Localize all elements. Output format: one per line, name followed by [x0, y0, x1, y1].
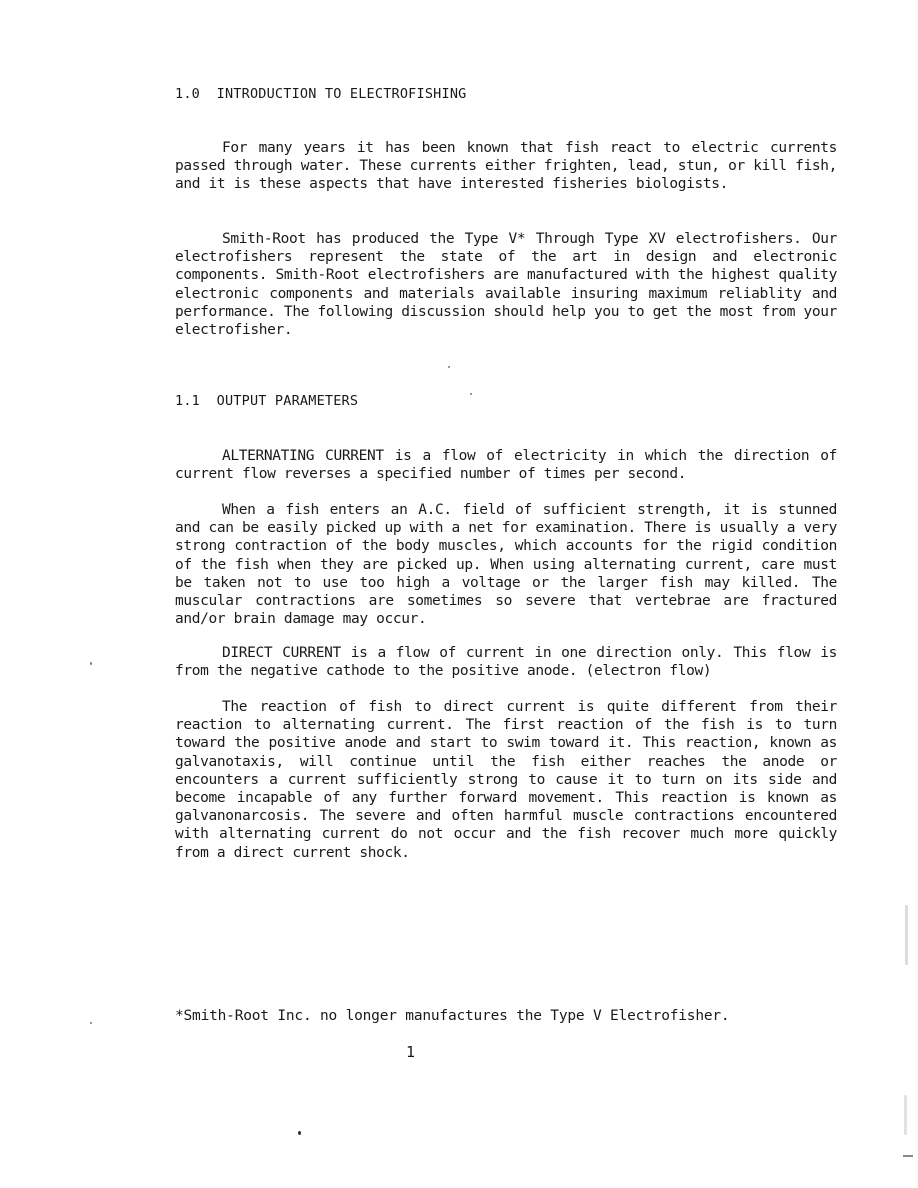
scan-speck [448, 366, 450, 368]
scan-speck [90, 662, 92, 665]
scan-edge-mark [904, 1095, 907, 1135]
intro-paragraph-1: For many years it has been known that fish react to electric currents passed through water. These currents either frighten, lead, stun, or kill fish, and it is these aspects that have interested fisheries biologists. [175, 140, 837, 193]
scan-edge-mark [905, 905, 908, 965]
output-paragraph-alternating-current: ALTERNATING CURRENT is a flow of electricity in which the direction of current flow reverses a specified number of times per second. [175, 448, 837, 483]
output-paragraph-dc-effects: The reaction of fish to direct current is quite different from their reaction to alternating current. The first reaction of the fish is to turn toward the positive anode and start to swim toward it. This reaction, known as galvanotaxis, will continue until the fish either reaches the anode or encounters a current sufficiently strong to cause it to turn on its side and become incapable of any further forward movement. This reaction is known as galvanonarcosis. The severe and often harmful muscle contractions encountered with alternating current do not occur and the fish recover much more quickly from a direct current shock. [175, 699, 837, 861]
scan-speck [470, 393, 472, 395]
scan-speck [90, 1022, 92, 1024]
output-paragraph-ac-effects: When a fish enters an A.C. field of sufficient strength, it is stunned and can be easily picked up with a net for examination. There is usually a very strong contraction of the body muscles, which accounts for the rigid condition of the fish when they are picked up. When using alternating current, care must be taken not to use too high a voltage or the larger fish may killed. The muscular contractions are sometimes so severe that vertebrae are fractured and/or brain damage may occur. [175, 502, 837, 628]
section-heading-output-parameters: 1.1 OUTPUT PARAMETERS [175, 393, 359, 409]
scan-edge-mark [903, 1155, 913, 1157]
scan-speck [298, 1131, 301, 1135]
section-heading-introduction: 1.0 INTRODUCTION TO ELECTROFISHING [175, 86, 467, 102]
intro-paragraph-2: Smith-Root has produced the Type V* Through Type XV electrofishers. Our electrofishers represent the state of the art in design and electronic components. Smith-Root electrofishers are manufactured with the highest quality electronic components and materials available insuring maximum reliablity and performance. The following discussion should help you to get the most from your electrofisher. [175, 231, 837, 339]
output-paragraph-direct-current: DIRECT CURRENT is a flow of current in one direction only. This flow is from the negative cathode to the positive anode. (electron flow) [175, 645, 837, 680]
footnote: *Smith-Root Inc. no longer manufactures the Type V Electrofisher. [175, 1008, 730, 1024]
page-number: 1 [406, 1043, 416, 1061]
